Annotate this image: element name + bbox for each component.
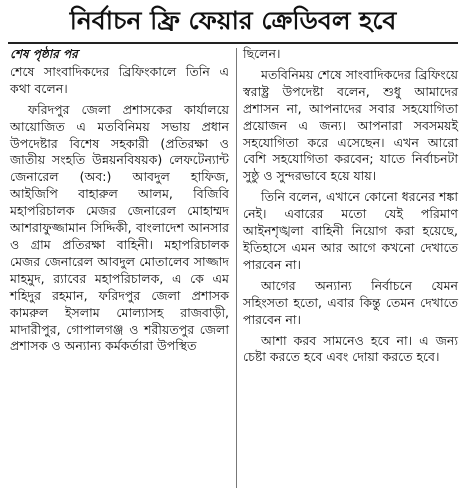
headline-rule (8, 42, 458, 44)
right-column (243, 46, 458, 370)
headline: নির্বাচন ফ্রি ফেয়ার ক্রেডিবল হবে (69, 6, 397, 35)
paragraph: আশা করব সামনেও হবে না। এ জন্য চেষ্টা করতে হবে এবং দোয়া করতে হবে। (243, 332, 458, 365)
left-column (10, 46, 229, 359)
paragraph: তিনি বলেন, এখানে কোনো ধরনের শঙ্কা নেই। এবারের মতো যেই পরিমাণ আইনশৃঙ্খলা বাহিনী নিয়োগ করা হয়েছে, ইতিহাসে এমন আর আগে কখনো দেখাতে পারবেন না। (243, 189, 458, 272)
paragraph: আগের অন্যান্য নির্বাচনে যেমন সহিংসতা হতো, এবার কিন্তু তেমন দেখাতে পারবেন না। (243, 277, 458, 327)
paragraph: শেষে সাংবাদিকদের ব্রিফিংকালে তিনি এ কথা বলেন। (10, 63, 229, 96)
paragraph: ফরিদপুর জেলা প্রশাসকের কার্যালয়ে আয়োজিত এ মতবিনিময় সভায় প্রধান উপদেষ্টার বিশেষ সহকারী (প্রতিরক্ষা ও জাতীয় সংহতি উন্নয়নবিষয়ক) লেফটেন্যান্ট জেনারেল (অব:) আবদুল হাফিজ, আইজিপি বাহারুল আলম, বিজিবি মহাপরিচালক মেজর জেনারেল মোহাম্মদ আশরাফুজ্জামান সিদ্দিকী, বাংলাদেশ আনসার ও গ্রাম প্রতিরক্ষা বাহিনী। মহাপরিচালক মেজর জেনারেল আবদুল মোতালেব সাজ্জাদ মাহমুদ, র‍্যাবের মহাপরিচালক, এ কে এম শহিদুর রহমান, ফরিদপুর জেলা প্রশাসক কামরুল ইসলাম মোল্যাসহ রাজবাড়ী, মাদারীপুর, গোপালগঞ্জ ও শরীয়তপুর জেলা প্রশাসক ও অন্যান্য কর্মকর্তারা উপস্থিত (10, 101, 229, 354)
column-separator (236, 48, 237, 488)
continued-label: শেষ পৃষ্ঠার পর (10, 47, 78, 61)
paragraph: ছিলেন। (243, 46, 281, 61)
paragraph: মতবিনিময় শেষে সাংবাদিকদের ব্রিফিংয়ে স্বরাষ্ট্র উপদেষ্টা বলেন, শুধু আমাদের প্রশাসন না, আপনাদের সবার সহযোগিতা প্রয়োজন এ জন্য। আপনারা সবসময়ই সহযোগিতা করে এসেছেন। এখন আরো বেশি সহযোগিতা করবেন; যাতে নির্বাচনটা সুষ্ঠু ও সুন্দরভাবে হয়ে যায়। (243, 66, 458, 184)
